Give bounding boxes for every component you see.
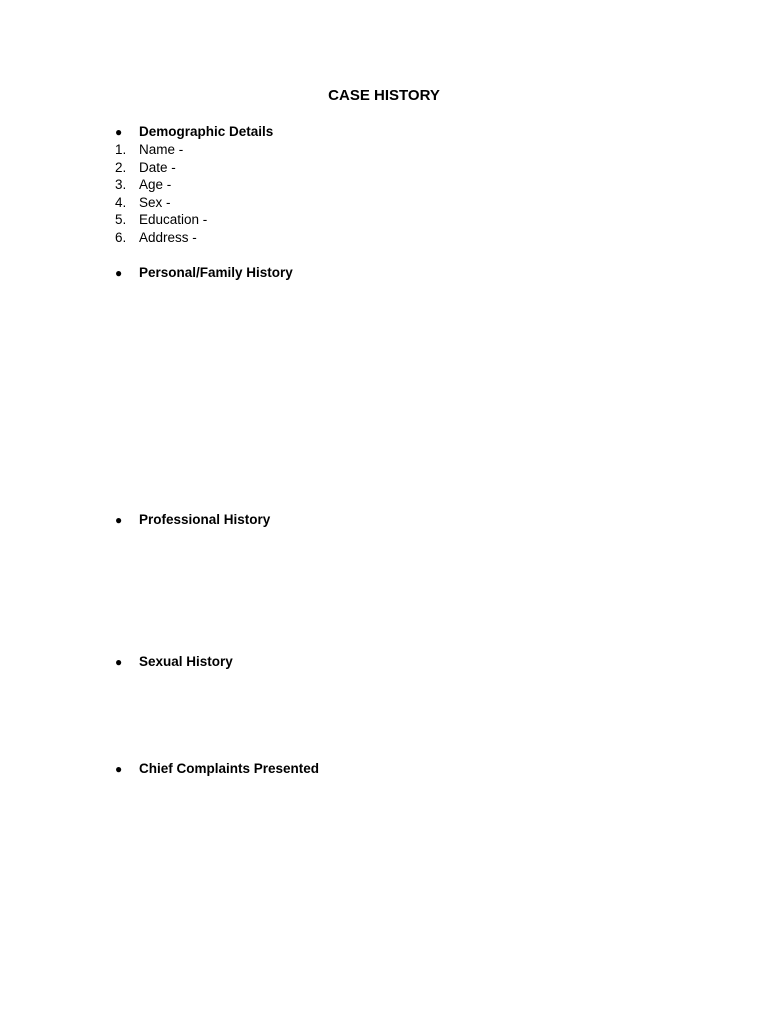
list-item-number: 6.: [115, 229, 127, 245]
section-heading-row: [0, 511, 768, 529]
section-heading-row: [0, 760, 768, 778]
section-heading-row: [0, 264, 768, 282]
list-item-label: Address -: [139, 229, 197, 245]
list-item: [0, 141, 768, 159]
section-heading: Chief Complaints Presented: [139, 761, 320, 776]
list-item-label: Age -: [139, 177, 172, 193]
list-item-number: 3.: [115, 177, 127, 193]
section-heading: Demographic Details: [139, 124, 274, 139]
section-heading: Sexual History: [139, 654, 233, 669]
list-item-label: Sex -: [139, 194, 171, 210]
list-item: [0, 159, 768, 177]
list-item-label: Date -: [139, 159, 176, 175]
list-item: [0, 194, 768, 212]
section-heading-row: [0, 123, 768, 141]
section-heading-row: [0, 653, 768, 671]
section-chief-complaints: [0, 760, 768, 778]
page-title: CASE HISTORY: [328, 87, 440, 104]
list-item-number: 1.: [115, 142, 127, 157]
list-item-label: Education -: [139, 212, 208, 228]
section-heading: Personal/Family History: [139, 265, 293, 280]
list-item-number: 2.: [115, 159, 127, 175]
section-demographic-details: [0, 123, 768, 247]
list-item-label: Name -: [139, 142, 184, 157]
list-item: [0, 176, 768, 194]
list-item: [0, 211, 768, 229]
list-item-number: 5.: [115, 212, 127, 228]
bullet-icon: ●: [115, 762, 123, 776]
list-item-number: 4.: [115, 194, 127, 210]
list-item: [0, 229, 768, 247]
demographic-list: [0, 141, 768, 247]
section-sexual-history: [0, 653, 768, 671]
section-personal-family-history: [0, 264, 768, 282]
bullet-icon: ●: [115, 266, 123, 280]
section-professional-history: [0, 511, 768, 529]
section-heading: Professional History: [139, 512, 271, 527]
bullet-icon: ●: [115, 125, 123, 139]
bullet-icon: ●: [115, 513, 123, 527]
bullet-icon: ●: [115, 655, 123, 669]
